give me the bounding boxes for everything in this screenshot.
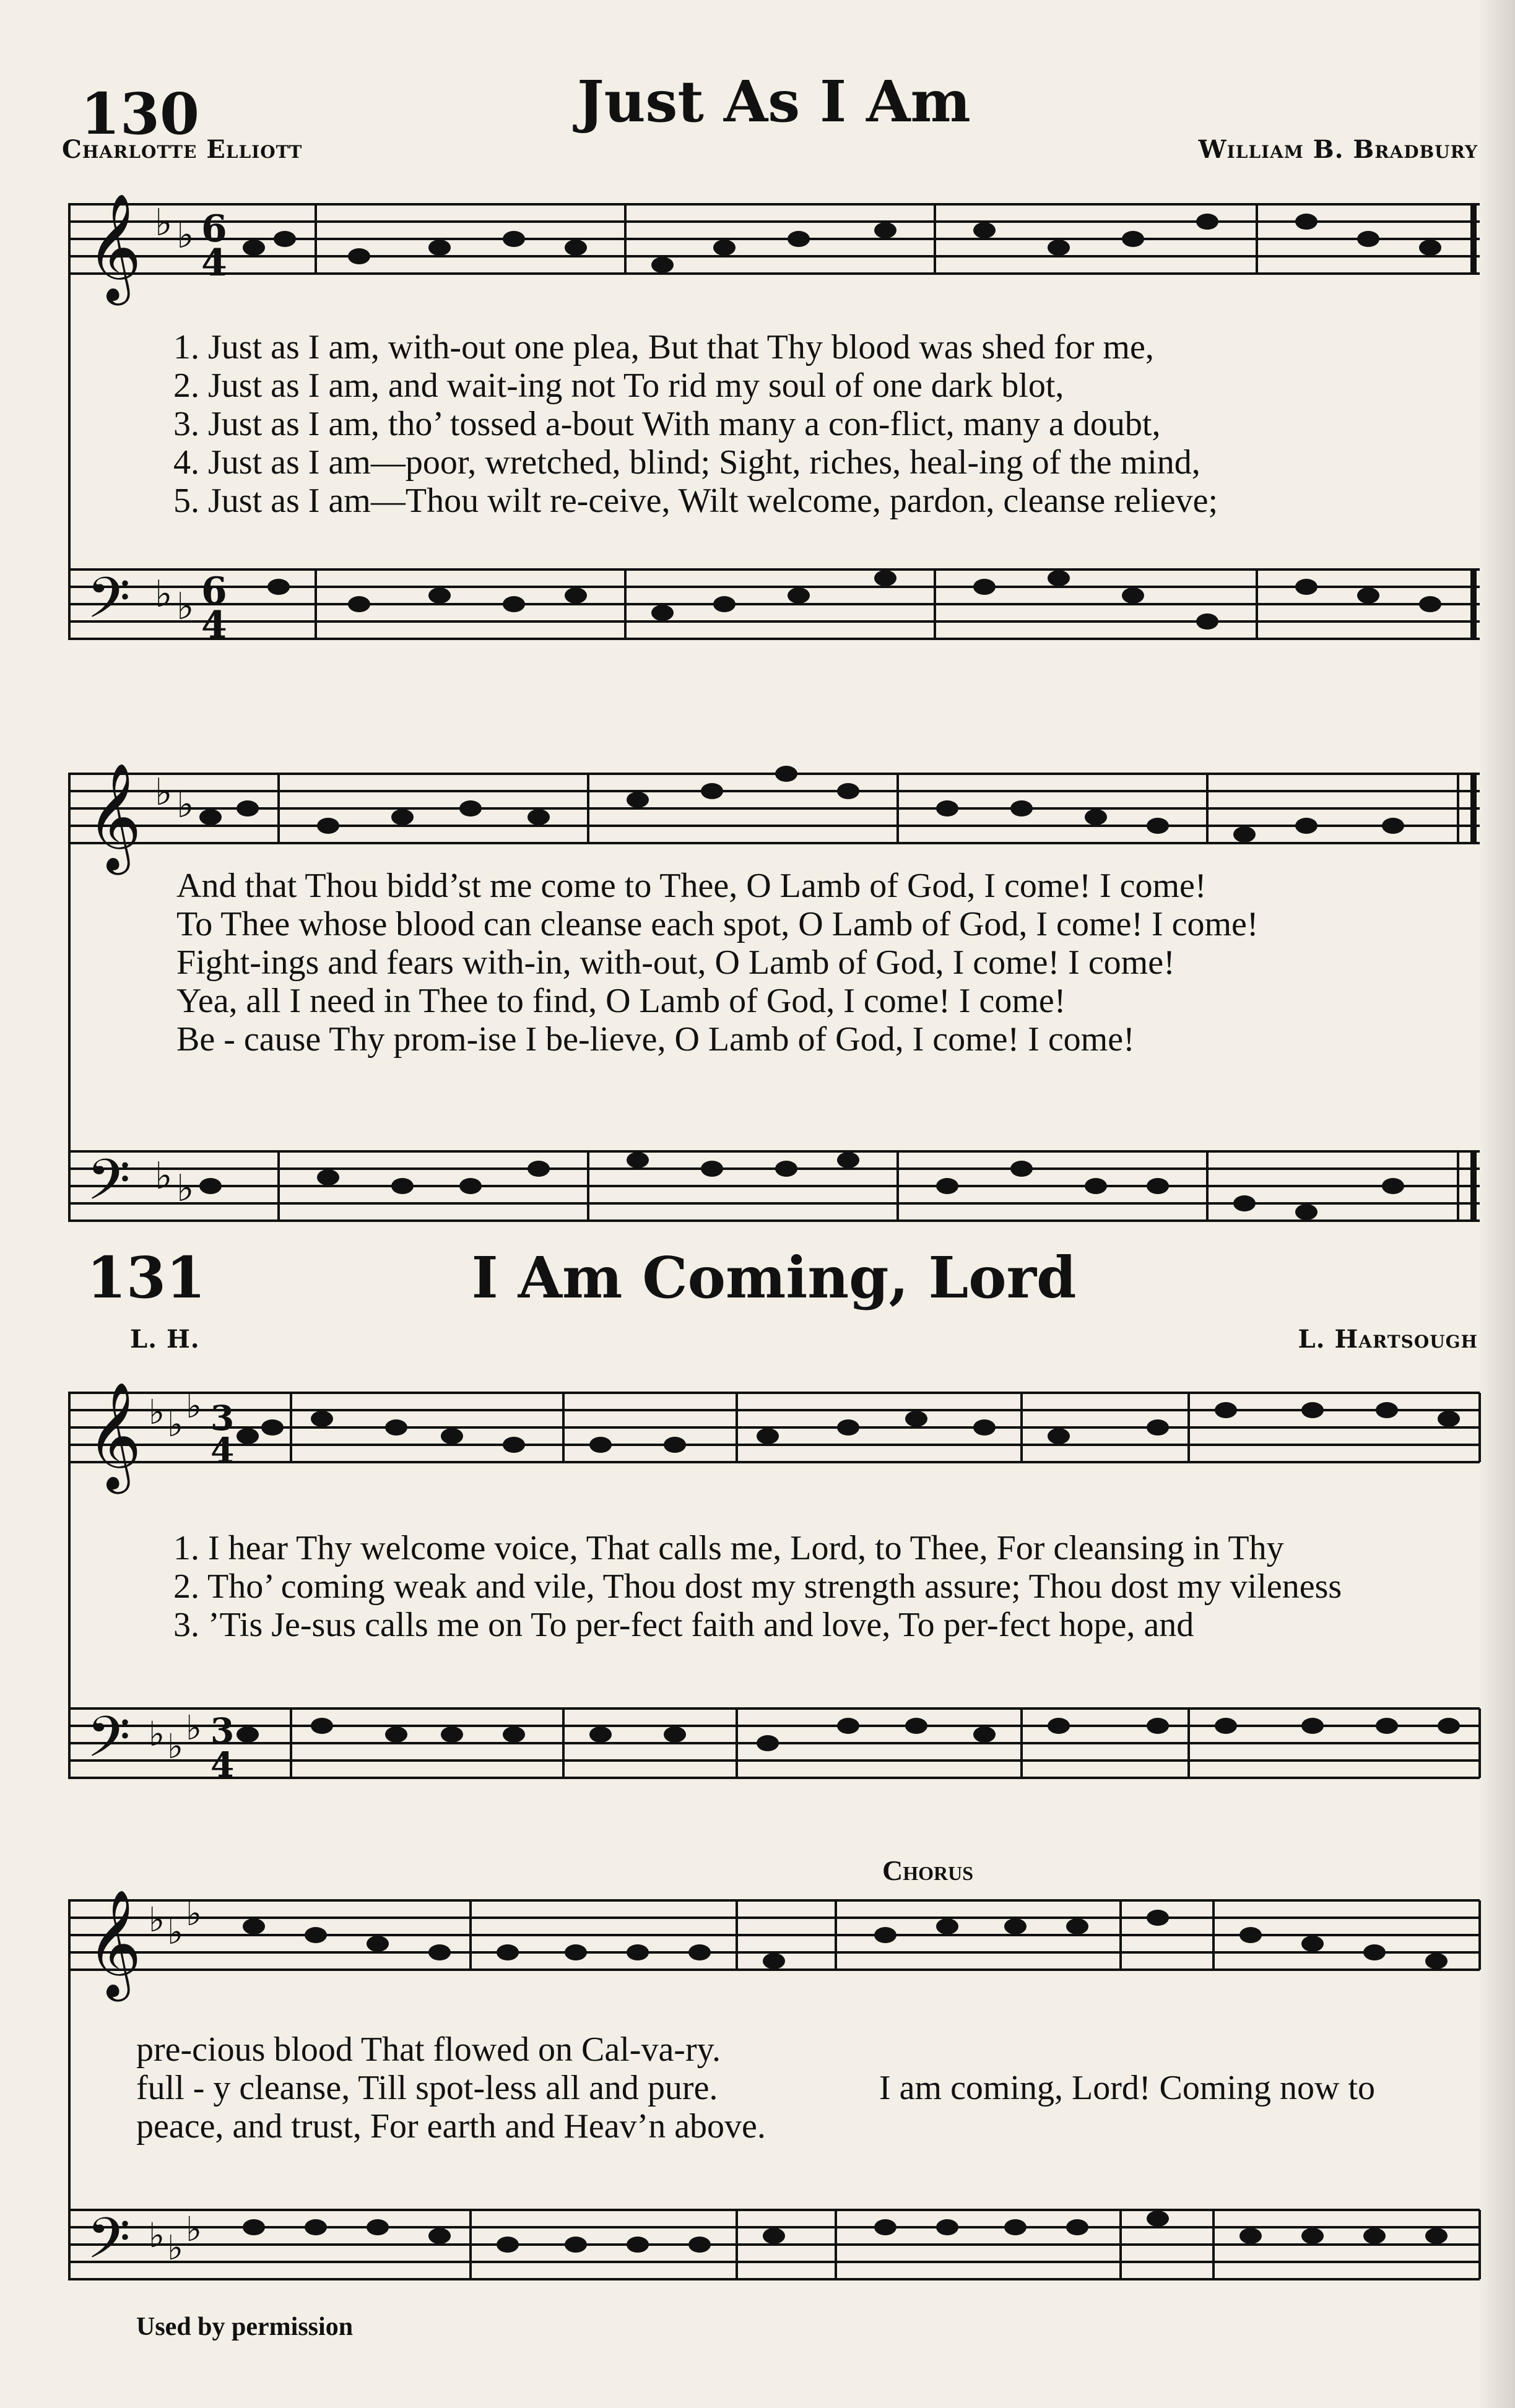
hymn-number: 131 bbox=[87, 1244, 206, 1311]
svg-text:6: 6 bbox=[201, 207, 227, 251]
verse-line: full - y cleanse, Till spot-less all and pure. bbox=[136, 2069, 718, 2107]
verse-line: 2. Just as I am, and wait-ing not To rid my soul of one dark blot, bbox=[173, 366, 1064, 405]
svg-text:♭: ♭ bbox=[149, 1714, 165, 1754]
verse-line: 4. Just as I am—poor, wretched, blind; Sight, riches, heal-ing of the mind, bbox=[173, 443, 1200, 482]
svg-text:𝄢: 𝄢 bbox=[87, 1147, 131, 1226]
svg-text:6: 6 bbox=[201, 570, 227, 613]
svg-text:♭: ♭ bbox=[155, 1154, 173, 1198]
verse-line: 1. Just as I am, with-out one plea, But that Thy blood was shed for me, bbox=[173, 328, 1154, 366]
verse-line: Be - cause Thy prom-ise I be-lieve, O Lamb of God, I come! I come! bbox=[176, 1020, 1135, 1059]
hymn-130-verses-2 bbox=[176, 867, 1259, 1059]
verse-line: To Thee whose blood can cleanse each spot, O Lamb of God, I come! I come! bbox=[176, 905, 1259, 943]
svg-text:3: 3 bbox=[211, 1398, 235, 1438]
verse-line: 1. I hear Thy welcome voice, That calls me, Lord, to Thee, For cleansing in Thy bbox=[173, 1529, 1284, 1567]
composer-credit: William B. Bradbury bbox=[1198, 135, 1478, 164]
svg-text:♭: ♭ bbox=[186, 1386, 202, 1426]
svg-text:♭: ♭ bbox=[186, 1708, 202, 1748]
svg-text:♭: ♭ bbox=[167, 1912, 183, 1952]
svg-text:♭: ♭ bbox=[149, 2215, 165, 2255]
lyricist-credit: L. H. bbox=[130, 1325, 200, 1354]
verse-line: pre-cious blood That flowed on Cal-va-ry. bbox=[136, 2030, 721, 2069]
hymn-131-header bbox=[68, 1244, 1480, 1319]
lyricist-credit: Charlotte Elliott bbox=[62, 135, 303, 164]
svg-text:♭: ♭ bbox=[149, 1900, 165, 1939]
svg-text:4: 4 bbox=[201, 241, 227, 285]
svg-text:♭: ♭ bbox=[176, 1167, 194, 1210]
verse-line: 2. Tho’ coming weak and vile, Thou dost my strength assure; Thou dost my vileness bbox=[173, 1567, 1342, 1606]
permission-footer: Used by permission bbox=[136, 2313, 354, 2341]
svg-text:♭: ♭ bbox=[155, 573, 173, 616]
verse-line: 5. Just as I am—Thou wilt re-ceive, Wilt welcome, pardon, cleanse relieve; bbox=[173, 482, 1218, 520]
svg-text:4: 4 bbox=[211, 1430, 235, 1470]
verse-line: 3. Just as I am, tho’ tossed a-bout With many a con-flict, many a doubt, bbox=[173, 405, 1161, 443]
page-edge-shadow bbox=[1478, 0, 1515, 2408]
svg-text:4: 4 bbox=[211, 1744, 235, 1785]
svg-text:♭: ♭ bbox=[176, 214, 194, 257]
svg-text:♭: ♭ bbox=[186, 2209, 202, 2249]
verse-line: And that Thou bidd’st me come to Thee, O Lamb of God, I come! I come! bbox=[176, 867, 1207, 905]
svg-text:4: 4 bbox=[201, 604, 227, 647]
svg-text:♭: ♭ bbox=[186, 1894, 202, 1933]
svg-text:♭: ♭ bbox=[167, 1726, 183, 1766]
svg-text:♭: ♭ bbox=[155, 201, 173, 245]
verse-line: Yea, all I need in Thee to find, O Lamb of God, I come! I come! bbox=[176, 982, 1066, 1020]
hymn-130-header bbox=[68, 68, 1480, 192]
svg-text:𝄢: 𝄢 bbox=[87, 2206, 131, 2285]
hymn-131-verses-2 bbox=[136, 2030, 766, 2146]
chorus-lyrics bbox=[879, 2069, 1375, 2107]
composer-credit: L. Hartsough bbox=[1298, 1325, 1478, 1354]
svg-text:♭: ♭ bbox=[176, 585, 194, 628]
hymn-number: 130 bbox=[80, 80, 200, 147]
svg-text:♭: ♭ bbox=[167, 2228, 183, 2267]
chorus-label: Chorus bbox=[882, 1855, 974, 1886]
svg-text:𝄢: 𝄢 bbox=[87, 1704, 131, 1783]
chorus-line: I am coming, Lord! Coming now to bbox=[879, 2069, 1376, 2107]
verse-line: peace, and trust, For earth and Heav’n above. bbox=[136, 2107, 766, 2146]
svg-text:♭: ♭ bbox=[155, 771, 173, 814]
svg-text:♭: ♭ bbox=[176, 783, 194, 826]
hymn-title: I Am Coming, Lord bbox=[471, 1244, 1077, 1311]
svg-text:♭: ♭ bbox=[149, 1392, 165, 1432]
svg-text:𝄞: 𝄞 bbox=[87, 1889, 142, 1997]
svg-text:♭: ♭ bbox=[167, 1405, 183, 1444]
verse-line: 3. ’Tis Je-sus calls me on To per-fect faith and love, To per-fect hope, and bbox=[173, 1606, 1194, 1644]
svg-text:𝄞: 𝄞 bbox=[87, 763, 142, 870]
hymn-130-verses-1 bbox=[173, 328, 1218, 520]
verse-line: Fight-ings and fears with-in, with-out, O Lamb of God, I come! I come! bbox=[176, 943, 1175, 982]
hymn-131-verses-1 bbox=[173, 1529, 1342, 1644]
hymn-title: Just As I Am bbox=[577, 68, 971, 135]
svg-text:3: 3 bbox=[211, 1710, 235, 1751]
svg-text:𝄢: 𝄢 bbox=[87, 565, 131, 644]
svg-text:𝄞: 𝄞 bbox=[87, 193, 142, 301]
svg-text:𝄞: 𝄞 bbox=[87, 1382, 142, 1489]
